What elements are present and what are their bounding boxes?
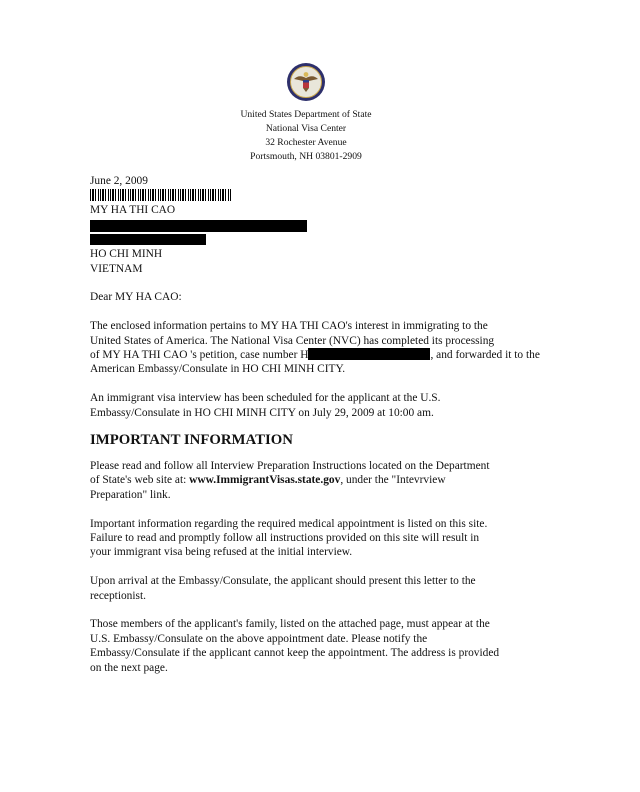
paragraph-line (90, 473, 530, 487)
paragraph-text: , under the "Intevrview (340, 474, 446, 487)
paragraph-line: on the next page. (90, 661, 168, 674)
letterhead (200, 108, 412, 164)
paragraph-line: Failure to read and promptly follow all instructions provided on this site will result in (90, 532, 480, 545)
paragraph-instructions (90, 459, 530, 502)
redacted-address-line-2 (90, 234, 206, 245)
website-link[interactable]: www.ImmigrantVisas.state.gov (189, 474, 341, 487)
paragraph-line: your immigrant visa being refused at the initial interview. (90, 546, 353, 559)
department-of-state-seal-icon (286, 62, 326, 102)
paragraph-interview (90, 391, 530, 420)
paragraph-line: American Embassy/Consulate in HO CHI MINH CITY. (90, 363, 346, 376)
paragraph-line: United States of America. The National Visa Center (NVC) has completed its processing (90, 334, 495, 347)
paragraph-line: Important information regarding the required medical appointment is listed on this site. (90, 517, 488, 530)
letter-body (90, 174, 540, 675)
paragraph-line: receptionist. (90, 589, 146, 602)
paragraph-line: Embassy/Consulate if the applicant cannot keep the appointment. The address is provided (90, 647, 500, 660)
letter-date: June 2, 2009 (90, 175, 148, 187)
barcode (90, 189, 232, 201)
paragraph-line: Embassy/Consulate in HO CHI MINH CITY on July 29, 2009 at 10:00 am. (90, 406, 434, 419)
salutation: Dear MY HA CAO: (90, 291, 182, 304)
paragraph-line: Preparation" link. (90, 488, 171, 501)
paragraph-line (90, 348, 540, 362)
important-information-heading: IMPORTANT INFORMATION (90, 432, 293, 449)
recipient-country: VIETNAM (90, 262, 143, 275)
redacted-case-number (308, 348, 430, 360)
paragraph-line: Please read and follow all Interview Preparation Instructions located on the Department (90, 460, 490, 473)
paragraph-medical (90, 517, 530, 560)
letterhead-department: United States Department of State (240, 109, 372, 120)
recipient-name: MY HA THI CAO (90, 204, 176, 217)
redacted-address-line-1 (90, 220, 307, 232)
paragraph-processing (90, 319, 540, 377)
paragraph-line: Those members of the applicant's family, listed on the attached page, must appear at the (90, 618, 490, 631)
letterhead-street: 32 Rochester Avenue (265, 137, 347, 148)
recipient-city: HO CHI MINH (90, 248, 163, 261)
paragraph-line: U.S. Embassy/Consulate on the above appointment date. Please notify the (90, 632, 428, 645)
letterhead-center: National Visa Center (265, 123, 347, 134)
paragraph-text: of State's web site at: (90, 474, 190, 487)
letterhead-city: Portsmouth, NH 03801-2909 (250, 151, 362, 162)
paragraph-arrival (90, 574, 530, 603)
paragraph-family (90, 617, 530, 675)
paragraph-text: , and forwarded it to the (430, 349, 540, 362)
paragraph-line: An immigrant visa interview has been scheduled for the applicant at the U.S. (90, 392, 441, 405)
paragraph-line: Upon arrival at the Embassy/Consulate, the applicant should present this letter to the (90, 575, 476, 588)
case-number-prefix: of MY HA THI CAO 's petition, case number H (90, 349, 309, 362)
paragraph-line: The enclosed information pertains to MY HA THI CAO's interest in immigrating to the (90, 320, 488, 333)
